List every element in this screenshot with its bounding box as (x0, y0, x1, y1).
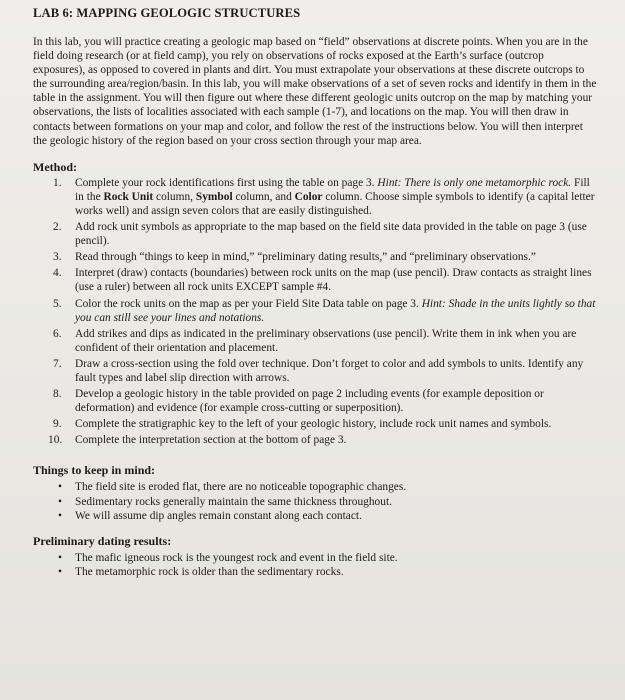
method-step (33, 357, 597, 385)
color-term: Color (294, 190, 323, 203)
list-item (33, 551, 597, 566)
method-step (33, 266, 597, 294)
bullet-icon: • (58, 551, 62, 564)
step-number: 1. (53, 176, 62, 189)
list-item-text: We will assume dip angles remain constant along each contact. (75, 510, 362, 523)
step-text: Complete the stratigraphic key to the left of your geologic history, include rock unit names and symbols. (75, 418, 552, 431)
bullet-icon: • (58, 495, 62, 508)
step-number: 9. (53, 418, 62, 431)
step-number: 6. (53, 327, 62, 340)
method-step (33, 387, 597, 415)
list-item-text: The mafic igneous rock is the youngest rock and event in the field site. (75, 551, 398, 564)
step-text: Develop a geologic history in the table provided on page 2 including events (for example deposition or deformation) and evidence (for example cross-cutting or superposition). (75, 388, 544, 415)
list-item (33, 495, 597, 510)
method-step (33, 176, 597, 218)
symbol-term: Symbol (195, 190, 233, 203)
page-title: LAB 6: MAPPING GEOLOGIC STRUCTURES (33, 6, 301, 20)
step-text: Complete the interpretation section at the bottom of page 3. (75, 434, 347, 447)
things-heading: Things to keep in mind: (33, 463, 156, 478)
step-hint: Hint: There is only one metamorphic rock. (377, 176, 572, 189)
list-item (33, 509, 597, 524)
step-text: column, (153, 190, 196, 203)
method-step (33, 327, 597, 355)
bullet-icon: • (58, 566, 62, 579)
dating-list (33, 551, 597, 580)
list-item (33, 565, 597, 580)
method-steps-list (33, 176, 597, 448)
method-step (33, 417, 597, 431)
step-text: Complete your rock identifications first using the table on page 3. (75, 176, 378, 189)
list-item-text: Sedimentary rocks generally maintain the same thickness throughout. (75, 495, 392, 508)
step-number: 5. (53, 297, 62, 310)
step-text: Color the rock units on the map as per your Field Site Data table on page 3. (75, 297, 422, 310)
method-step (33, 220, 597, 248)
step-number: 7. (53, 357, 62, 370)
method-step (33, 250, 597, 264)
step-text: Add strikes and dips as indicated in the preliminary observations (use pencil). Write them in ink when you are confident of their orientation and placement. (75, 327, 577, 354)
rock-unit-term: Rock Unit (103, 190, 154, 203)
list-item (33, 480, 597, 495)
list-item-text: The metamorphic rock is older than the sedimentary rocks. (75, 566, 344, 579)
things-list (33, 480, 597, 524)
step-text: Add rock unit symbols as appropriate to the map based on the field site data provided in the table on page 3 (use pencil). (75, 221, 587, 248)
step-number: 2. (53, 221, 62, 234)
step-number: 4. (53, 267, 62, 280)
step-number: 10. (48, 434, 63, 447)
method-step (33, 433, 597, 447)
bullet-icon: • (58, 510, 62, 523)
step-number: 8. (53, 388, 62, 401)
step-text: Fill in the (75, 176, 590, 203)
step-text: Interpret (draw) contacts (boundaries) between rock units on the map (use pencil). Draw contacts as straight lines (use a ruler) between all rock units EXCEPT sample #4. (75, 267, 592, 294)
step-text: Draw a cross-section using the fold over technique. Don’t forget to color and add symbols to units. Identify any fault types and label slip direction with arrows. (75, 357, 584, 384)
method-step (33, 297, 597, 325)
step-text: Read through “things to keep in mind,” “preliminary dating results,” and “preliminary observations.” (75, 251, 536, 264)
step-text: column. Choose simple symbols to identify (a capital letter works well) and assign seven colors that are easily distinguished. (75, 190, 595, 217)
step-text: column, and (232, 190, 295, 203)
method-heading: Method: (33, 159, 77, 174)
step-number: 3. (53, 251, 62, 264)
dating-heading: Preliminary dating results: (33, 533, 172, 548)
list-item-text: The field site is eroded flat, there are no noticeable topographic changes. (75, 481, 407, 494)
bullet-icon: • (58, 481, 62, 494)
intro-paragraph: In this lab, you will practice creating a geologic map based on “field” observations at discrete points. When you are in the field doing research (or at field camp), you rely on observations of rocks exposed at the Earth’s surface (outcrop exposures), as opposed to covered in plants and dirt. You must extrapolate your observations at these discrete outcrops to the surrounding area/region/basin. In this lab, you will make observations of a set of seven rocks and identify in them in the table in the assignment. You will then figure out where these different geologic units outcrop on the map by matching your observations, the lists of localities associated with each sample (1-7), and locations on the map. You will then draw in contacts between formations on your map and color, and follow the rest of the instructions below. You will then interpret the geologic history of the region based on your cross section through your map area. (33, 36, 597, 147)
step-hint: Hint: Shade in the units lightly so that you can still see your lines and notations. (75, 297, 596, 324)
